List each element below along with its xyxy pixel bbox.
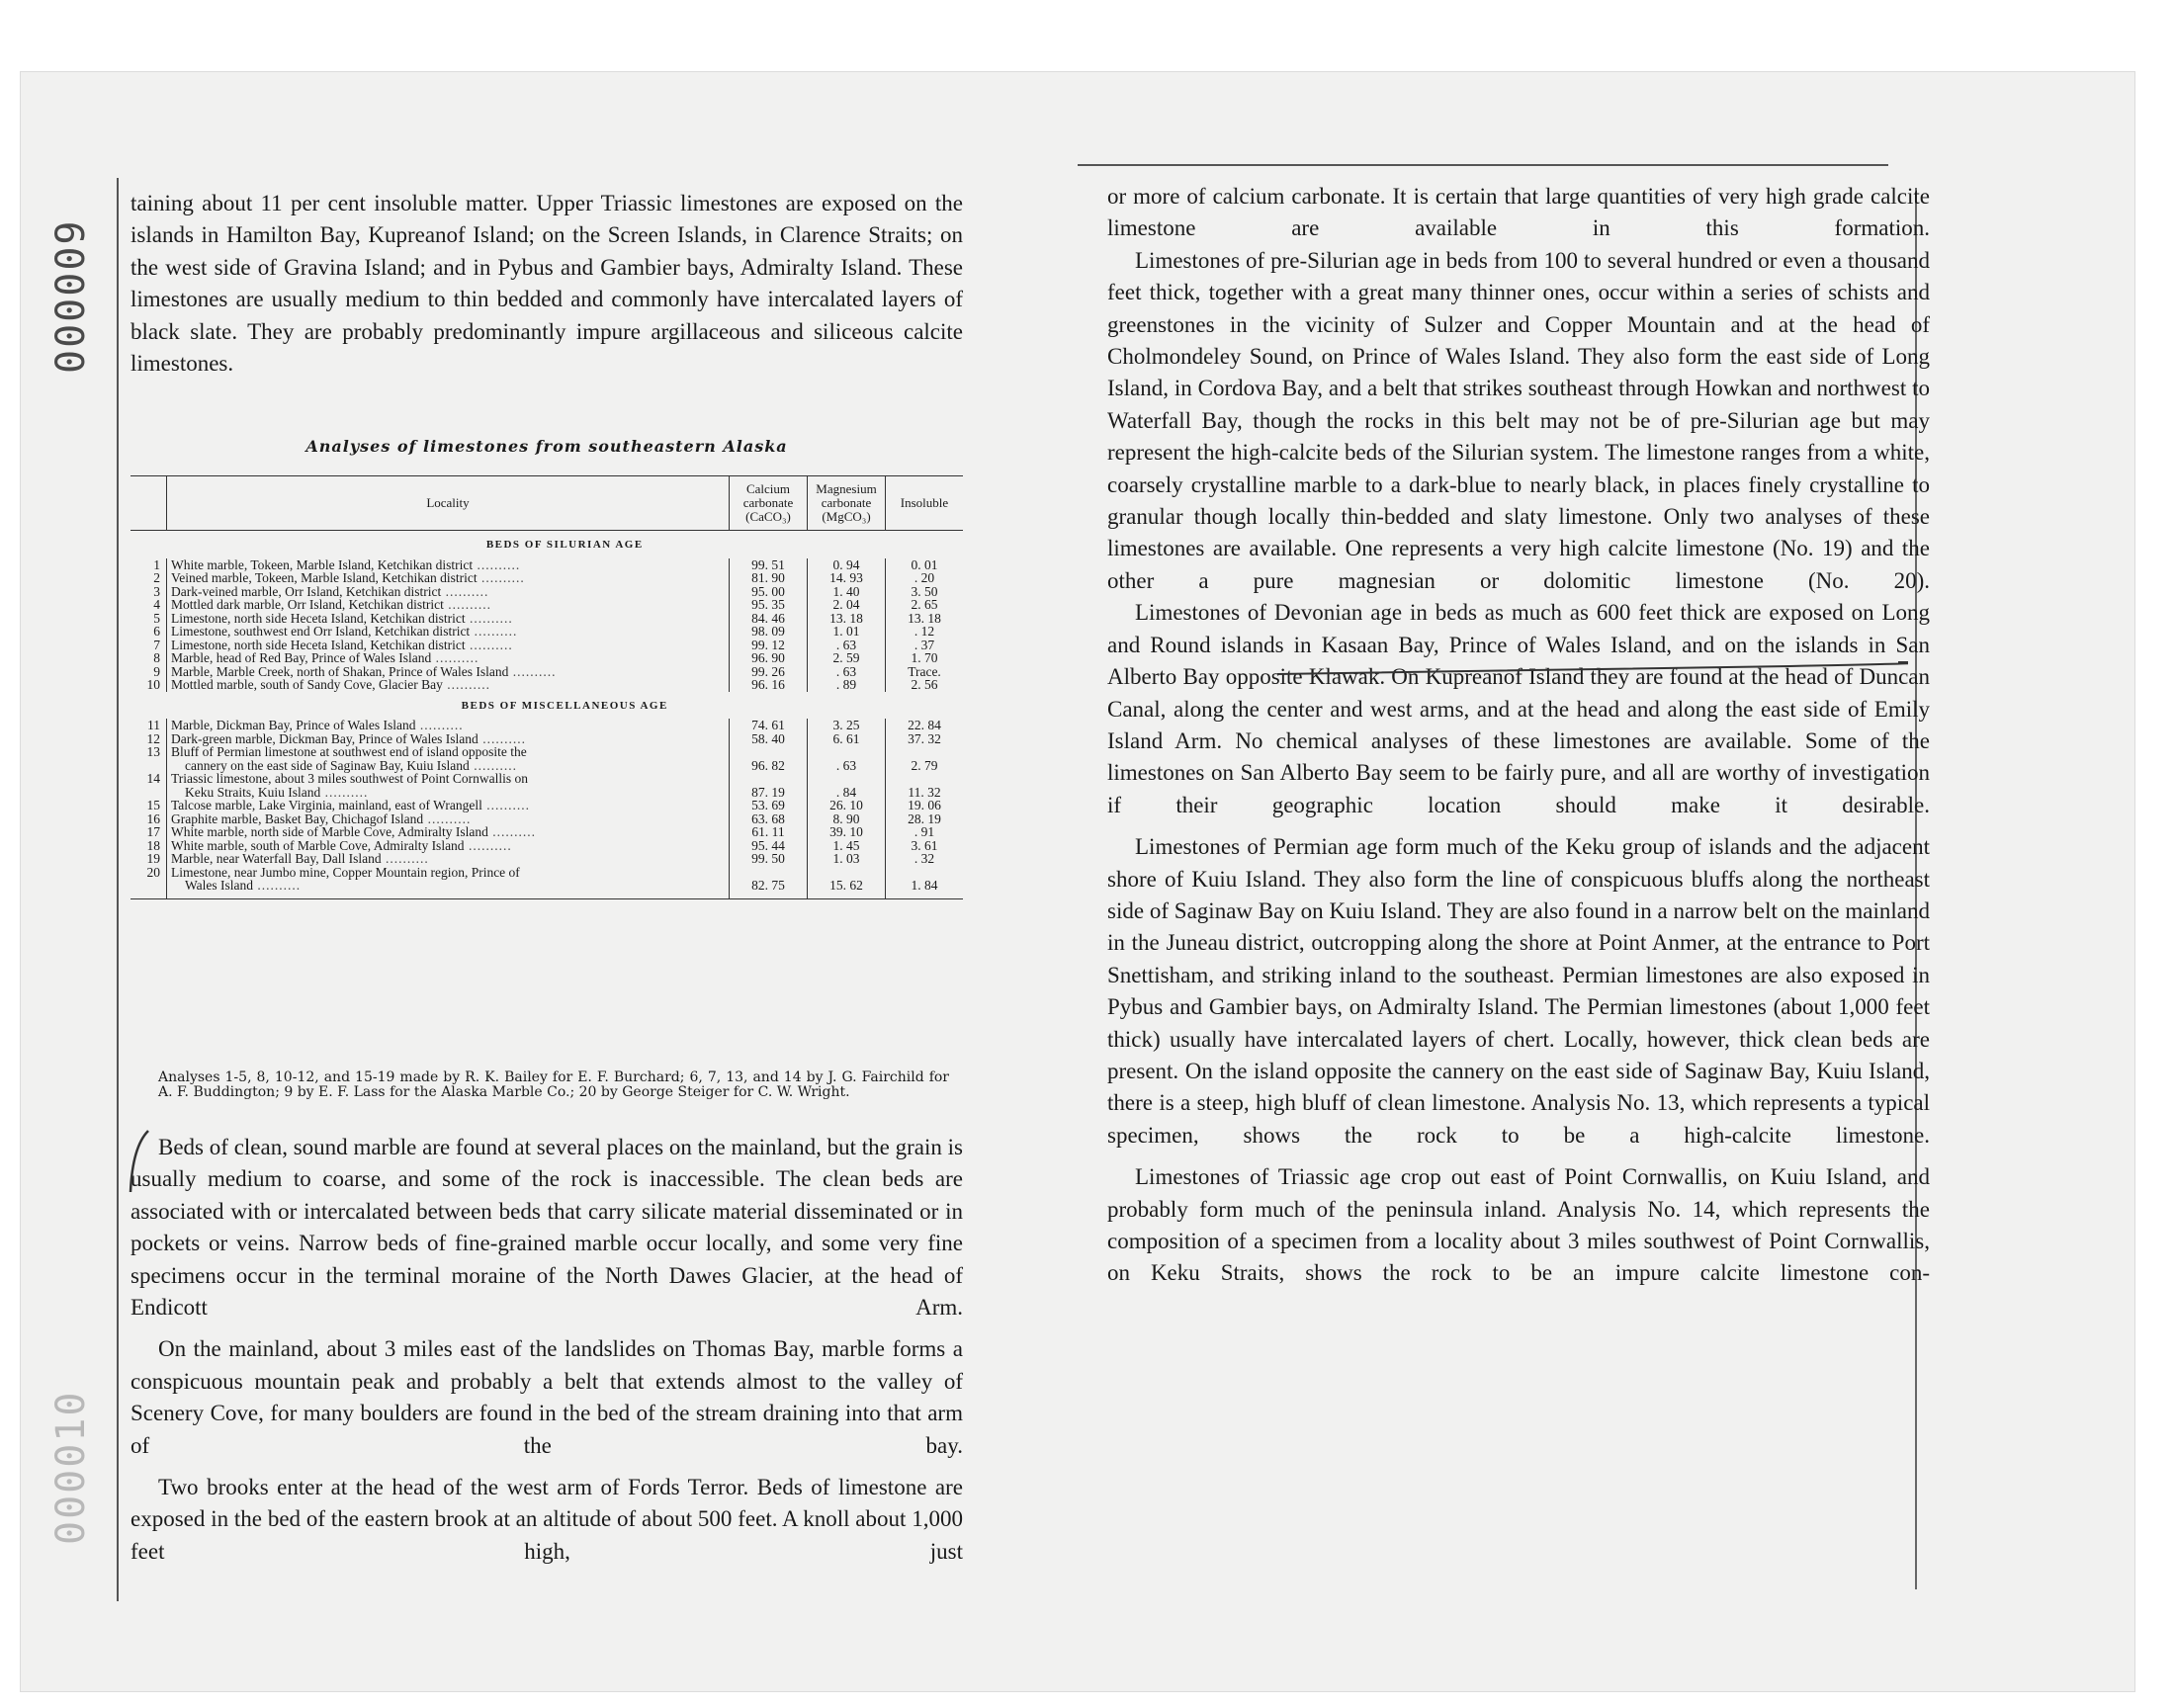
paragraph-triassic-continued: taining about 11 per cent insoluble matter. Upper Triassic limestones are exposed on the islands in Hamilton Bay, Kupreanof Island; on the Screen Islands, in Clarence Straits; on the west side of Gravina Island; and in Pybus and Gambier bays, Admiralty Island. These limestones are usually medium to thin bedded and commonly have intercalated layers of black slate. They are probably predominantly impure argillaceous and siliceous calcite limestones. [130, 191, 963, 377]
row-locality-text-continued: cannery on the east side of Saginaw Bay, Kuiu Island [185, 757, 470, 773]
table-row [130, 812, 963, 826]
row-magnesium: . 63 [808, 665, 886, 679]
row-locality-text: Dark-green marble, Dickman Bay, Prince of Wales Island [171, 730, 478, 746]
row-locality-text: Marble, Marble Creek, north of Shakan, Prince of Wales Island [171, 663, 509, 679]
row-calcium: 96. 16 [730, 678, 808, 692]
left-column-top [130, 188, 963, 380]
row-number: 7 [153, 637, 160, 652]
leader-dots: .......... [253, 878, 302, 893]
row-magnesium: 1. 03 [808, 852, 886, 866]
table-row [130, 651, 963, 665]
row-locality [167, 732, 730, 746]
row-calcium: 95. 44 [730, 839, 808, 853]
row-calcium: 99. 51 [730, 558, 808, 572]
row-locality [167, 558, 730, 572]
leader-dots: .......... [481, 798, 530, 812]
row-number: 1 [153, 556, 160, 572]
row-locality-text: Limestone, north side Heceta Island, Ketchikan district [171, 610, 466, 626]
leader-dots: .......... [442, 677, 490, 692]
table-row [130, 852, 963, 866]
row-magnesium: 14. 93 [808, 571, 886, 585]
row-insoluble: 1. 84 [886, 866, 964, 893]
table-row [130, 571, 963, 585]
left-column-bottom [130, 1132, 963, 1568]
row-magnesium: 26. 10 [808, 799, 886, 812]
row-locality-text: Dark-veined marble, Orr Island, Ketchikan district [171, 583, 442, 599]
table-row [130, 639, 963, 652]
row-number: 12 [146, 730, 160, 746]
table-row [130, 612, 963, 626]
row-locality-text: White marble, Tokeen, Marble Island, Ketchikan district [171, 556, 474, 572]
row-locality-text: Veined marble, Tokeen, Marble Island, Ketchikan district [171, 570, 478, 585]
right-column [1107, 181, 1930, 1290]
row-insoluble: 28. 19 [886, 812, 964, 826]
row-locality-text: Talcose marble, Lake Virginia, mainland, east of Wrangell [171, 798, 482, 812]
leader-dots: .......... [477, 570, 525, 585]
row-calcium: 63. 68 [730, 812, 808, 826]
row-number: 2 [153, 570, 160, 585]
table-row [130, 772, 963, 799]
row-calcium: 58. 40 [730, 732, 808, 746]
row-insoluble: . 91 [886, 825, 964, 839]
table-row [130, 799, 963, 812]
row-locality [167, 665, 730, 679]
table-row [130, 625, 963, 639]
table-row [130, 866, 963, 893]
row-insoluble: 3. 50 [886, 585, 964, 599]
row-insoluble: 2. 56 [886, 678, 964, 692]
row-number: 19 [146, 851, 160, 866]
row-locality [167, 678, 730, 692]
leader-dots: .......... [487, 824, 537, 839]
row-number: 13 [146, 744, 160, 759]
pen-underline-mark [1275, 644, 1908, 694]
row-locality [167, 585, 730, 599]
row-magnesium: 1. 01 [808, 625, 886, 639]
paragraph-thomas-bay: On the mainland, about 3 miles east of the landslides on Thomas Bay, marble forms a conspicuous mountain peak and probably a belt that extends almost to the valley of Scenery Cove, for many boulders are found in the bed of the stream draining into that arm of the bay. [130, 1336, 963, 1458]
row-locality-text-continued: Wales Island [185, 878, 254, 893]
row-magnesium: 1. 45 [808, 839, 886, 853]
table-row [130, 745, 963, 772]
row-calcium: 61. 11 [730, 825, 808, 839]
row-locality [167, 719, 730, 732]
row-magnesium: . 84 [808, 772, 886, 799]
row-number: 3 [153, 583, 160, 599]
leader-dots: .......... [465, 610, 513, 626]
row-number: 6 [153, 624, 160, 639]
row-insoluble: . 12 [886, 625, 964, 639]
row-calcium: 81. 90 [730, 571, 808, 585]
row-number: 20 [146, 864, 160, 880]
row-locality-text: White marble, north side of Marble Cove, Admiralty Island [171, 824, 488, 839]
leader-dots: .......... [465, 637, 513, 652]
page-stamp-bottom: 000010 [48, 1390, 94, 1546]
row-insoluble: . 37 [886, 639, 964, 652]
row-magnesium: 2. 59 [808, 651, 886, 665]
row-insoluble: 2. 79 [886, 745, 964, 772]
row-locality-text: Bluff of Permian limestone at southwest end of island opposite the [171, 744, 527, 759]
row-locality-text: Mottled marble, south of Sandy Cove, Glacier Bay [171, 677, 443, 692]
row-number: 14 [146, 771, 160, 786]
table-bottom-spacer [130, 893, 963, 899]
row-locality-text: Marble, head of Red Bay, Prince of Wales Island [171, 650, 432, 665]
limestone-analyses-table-block [130, 437, 963, 899]
row-insoluble: 2. 65 [886, 598, 964, 612]
row-insoluble: 22. 84 [886, 719, 964, 732]
row-calcium: 99. 26 [730, 665, 808, 679]
table-row [130, 665, 963, 679]
section-row-silurian [130, 531, 963, 558]
leader-dots: .......... [441, 583, 489, 599]
row-insoluble: . 32 [886, 852, 964, 866]
row-locality [167, 866, 730, 893]
row-insoluble: 0. 01 [886, 558, 964, 572]
row-calcium: 53. 69 [730, 799, 808, 812]
row-locality-text: White marble, south of Marble Cove, Admiralty Island [171, 837, 465, 853]
leader-dots: .......... [470, 624, 518, 639]
section-label-silurian: BEDS OF SILURIAN AGE [485, 539, 644, 551]
table-row [130, 598, 963, 612]
row-locality-text: Mottled dark marble, Orr Island, Ketchikan district [171, 597, 444, 612]
row-number: 9 [153, 663, 160, 679]
row-locality [167, 799, 730, 812]
row-magnesium: 15. 62 [808, 866, 886, 893]
row-magnesium: 6. 61 [808, 732, 886, 746]
row-locality [167, 651, 730, 665]
row-locality [167, 612, 730, 626]
row-calcium: 95. 35 [730, 598, 808, 612]
section-row-miscellaneous [130, 692, 963, 720]
table-footnote: Analyses 1-5, 8, 10-12, and 15-19 made by R. K. Bailey for E. F. Burchard; 6, 7, 13, and 14 by J. G. Fairchild for A. F. Buddington; 9 by E. F. Lass for the Alaska Marble Co.; 20 by George Steiger for C. W. Wright. [158, 1069, 949, 1100]
row-insoluble: 37. 32 [886, 732, 964, 746]
row-number: 15 [146, 798, 160, 812]
leader-dots: .......... [381, 851, 429, 866]
row-locality-text: Graphite marble, Basket Bay, Chichagof Island [171, 811, 424, 826]
paragraph-pre-silurian: Limestones of pre-Silurian age in beds from 100 to several hundred or even a thousand feet thick, together with a great many thinner ones, occur within a series of schists and greenstones in the vicinity of Sulzer and Copper Mountain and at the head of Cholmondeley Sound, on Prince of Wales Island. They also form the east side of Long Island, in Cordova Bay, and a belt that strikes southeast through Howkan and northwest to Waterfall Bay, though the rocks in this belt may not be of pre-Silurian age but may represent the high-calcite beds of the Silurian system. The limestone ranges from a white, coarsely crystalline marble to a dark-blue to nearly black, in places finely crystalline to granular though locally thin-bedded and slaty limestone. Only two analyses of these limestones are available. One represents a very high calcite limestone (No. 19) and the other a pure magnesian or dolomitic limestone (No. 20). [1107, 247, 1930, 593]
row-locality [167, 639, 730, 652]
table-row [130, 678, 963, 692]
row-magnesium: . 89 [808, 678, 886, 692]
row-locality [167, 825, 730, 839]
row-calcium: 96. 90 [730, 651, 808, 665]
row-magnesium: 39. 10 [808, 825, 886, 839]
leader-dots: .......... [423, 811, 472, 826]
row-magnesium: 1. 40 [808, 585, 886, 599]
leader-dots: .......... [320, 784, 369, 800]
row-locality [167, 598, 730, 612]
row-locality [167, 625, 730, 639]
table-row [130, 558, 963, 572]
table-body [130, 531, 963, 899]
row-insoluble: 1. 70 [886, 651, 964, 665]
leader-dots: .......... [443, 597, 492, 612]
row-locality [167, 772, 730, 799]
row-number: 11 [147, 718, 160, 732]
row-locality-text: Limestone, north side Heceta Island, Ketchikan district [171, 637, 466, 652]
table-row [130, 719, 963, 732]
row-insoluble: 3. 61 [886, 839, 964, 853]
row-magnesium: 2. 04 [808, 598, 886, 612]
paragraph-fords-terror: Two brooks enter at the head of the west arm of Fords Terror. Beds of limestone are exposed in the bed of the eastern brook at an altitude of about 500 feet. A knoll about 1,000 feet high, just [130, 1475, 963, 1564]
row-locality-text: Limestone, near Jumbo mine, Copper Mountain region, Prince of [171, 864, 520, 880]
paragraph-calcium-carbonate: or more of calcium carbonate. It is certain that large quantities of very high grade calcite limestone are available in this formation. [1107, 184, 1930, 241]
row-number: 8 [153, 650, 160, 665]
row-magnesium: . 63 [808, 639, 886, 652]
header-insoluble: Insoluble [886, 476, 964, 531]
row-calcium: 99. 12 [730, 639, 808, 652]
row-number: 4 [153, 597, 160, 612]
section-spacer [130, 692, 167, 720]
header-magnesium: Magnesium carbonate (MgCO₃) [808, 476, 886, 531]
paragraph-permian: Limestones of Permian age form much of the Keku group of islands and the adjacent shore of Kuiu Island. They also form the line of conspicuous bluffs along the northeast side of Saginaw Bay on Kuiu Island. They are also found in a narrow belt on the mainland in the Juneau district, outcropping along the shore at Point Anmer, at the entrance to Port Snettisham, and striking inland to the southeast. Permian limestones are also exposed in Pybus and Gambier bays, on Admiralty Island. The Permian limestones (about 1,000 feet thick) usually have intercalated layers of chert. Locally, however, thick clean beds are present. On the island opposite the cannery on the east side of Saginaw Bay, Kuiu Island, there is a steep, high bluff of clean limestone. Analysis No. 13, which represents a typical specimen, shows the rock to be a high-calcite limestone. [1107, 834, 1930, 1148]
row-insoluble: Trace. [886, 665, 964, 679]
leader-dots: .......... [469, 757, 517, 773]
row-locality [167, 812, 730, 826]
row-magnesium: 0. 94 [808, 558, 886, 572]
limestone-analyses-table [130, 475, 963, 899]
row-calcium: 84. 46 [730, 612, 808, 626]
row-locality-text: Limestone, southwest end Orr Island, Ketchikan district [171, 624, 471, 639]
row-magnesium: 3. 25 [808, 719, 886, 732]
right-column-top-rule [1078, 164, 1888, 166]
row-locality [167, 852, 730, 866]
row-calcium: 95. 00 [730, 585, 808, 599]
header-calcium: Calcium carbonate (CaCO₃) [730, 476, 808, 531]
left-margin-line [117, 178, 119, 1601]
row-magnesium: 13. 18 [808, 612, 886, 626]
leader-dots: .......... [508, 663, 557, 679]
table-row [130, 732, 963, 746]
row-number: 17 [146, 824, 160, 839]
row-magnesium: 8. 90 [808, 812, 886, 826]
table-row [130, 839, 963, 853]
row-locality [167, 571, 730, 585]
row-insoluble: . 20 [886, 571, 964, 585]
row-calcium: 87. 19 [730, 772, 808, 799]
row-locality-text: Marble, Dickman Bay, Prince of Wales Island [171, 718, 416, 732]
row-insoluble: 11. 32 [886, 772, 964, 799]
row-locality-text-continued: Keku Straits, Kuiu Island [185, 784, 321, 800]
table-row [130, 825, 963, 839]
row-calcium: 96. 82 [730, 745, 808, 772]
row-calcium: 99. 50 [730, 852, 808, 866]
pen-check-mark [125, 1127, 154, 1196]
row-calcium: 82. 75 [730, 866, 808, 893]
leader-dots: .......... [415, 718, 464, 732]
row-number: 10 [146, 677, 160, 692]
row-calcium: 74. 61 [730, 719, 808, 732]
paragraph-devonian: Limestones of Devonian age in beds as much as 600 feet thick are exposed on Long and Round islands in Kasaan Bay, Prince of Wales Island, and on the islands in San Alberto Bay opposite Klawak. On Kupreanof Island they are found at the head of Duncan Canal, along the center and west arms, and at the head and along the east side of Emily Island Arm. No chemical analyses of these limestones are available. Some of the limestones on San Alberto Bay seem to be fairly pure, and all are worthy of investigation if their geographic location should make it desirable. [1107, 600, 1930, 817]
row-locality [167, 839, 730, 853]
row-locality [167, 745, 730, 772]
table-title: Analyses of limestones from southeastern Alaska [305, 437, 788, 456]
row-insoluble: 19. 06 [886, 799, 964, 812]
row-number: 18 [146, 837, 160, 853]
paragraph-triassic: Limestones of Triassic age crop out east of Point Cornwallis, on Kuiu Island, and probably form much of the peninsula inland. Analysis No. 14, which represents the composition of a specimen from a locality about 3 miles southwest of Point Cornwallis, on Keku Straits, shows the rock to be an impure calcite limestone con- [1107, 1164, 1930, 1286]
row-locality-text: Triassic limestone, about 3 miles southwest of Point Cornwallis on [171, 771, 528, 786]
row-locality-text: Marble, near Waterfall Bay, Dall Island [171, 851, 382, 866]
section-label-miscellaneous: BEDS OF MISCELLANEOUS AGE [461, 699, 668, 712]
leader-dots: .......... [478, 730, 526, 746]
page-stamp-top: 000009 [48, 218, 94, 375]
row-insoluble: 13. 18 [886, 612, 964, 626]
leader-dots: .......... [473, 556, 521, 572]
paragraph-marble-beds: Beds of clean, sound marble are found at several places on the mainland, but the grain is usually medium to coarse, and some of the rock is inaccessible. The clean beds are associated with or intercalated between beds that carry silicate material disseminated or in pockets or veins. Narrow beds of fine-grained marble occur locally, and some very fine specimens occur in the terminal moraine of the North Dawes Glacier, at the head of Endicott Arm. [130, 1135, 963, 1321]
leader-dots: .......... [464, 837, 512, 853]
leader-dots: .......... [431, 650, 479, 665]
row-number: 16 [146, 811, 160, 826]
table-row [130, 585, 963, 599]
row-calcium: 98. 09 [730, 625, 808, 639]
row-number: 5 [153, 610, 160, 626]
header-locality: Locality [167, 476, 730, 531]
row-magnesium: . 63 [808, 745, 886, 772]
